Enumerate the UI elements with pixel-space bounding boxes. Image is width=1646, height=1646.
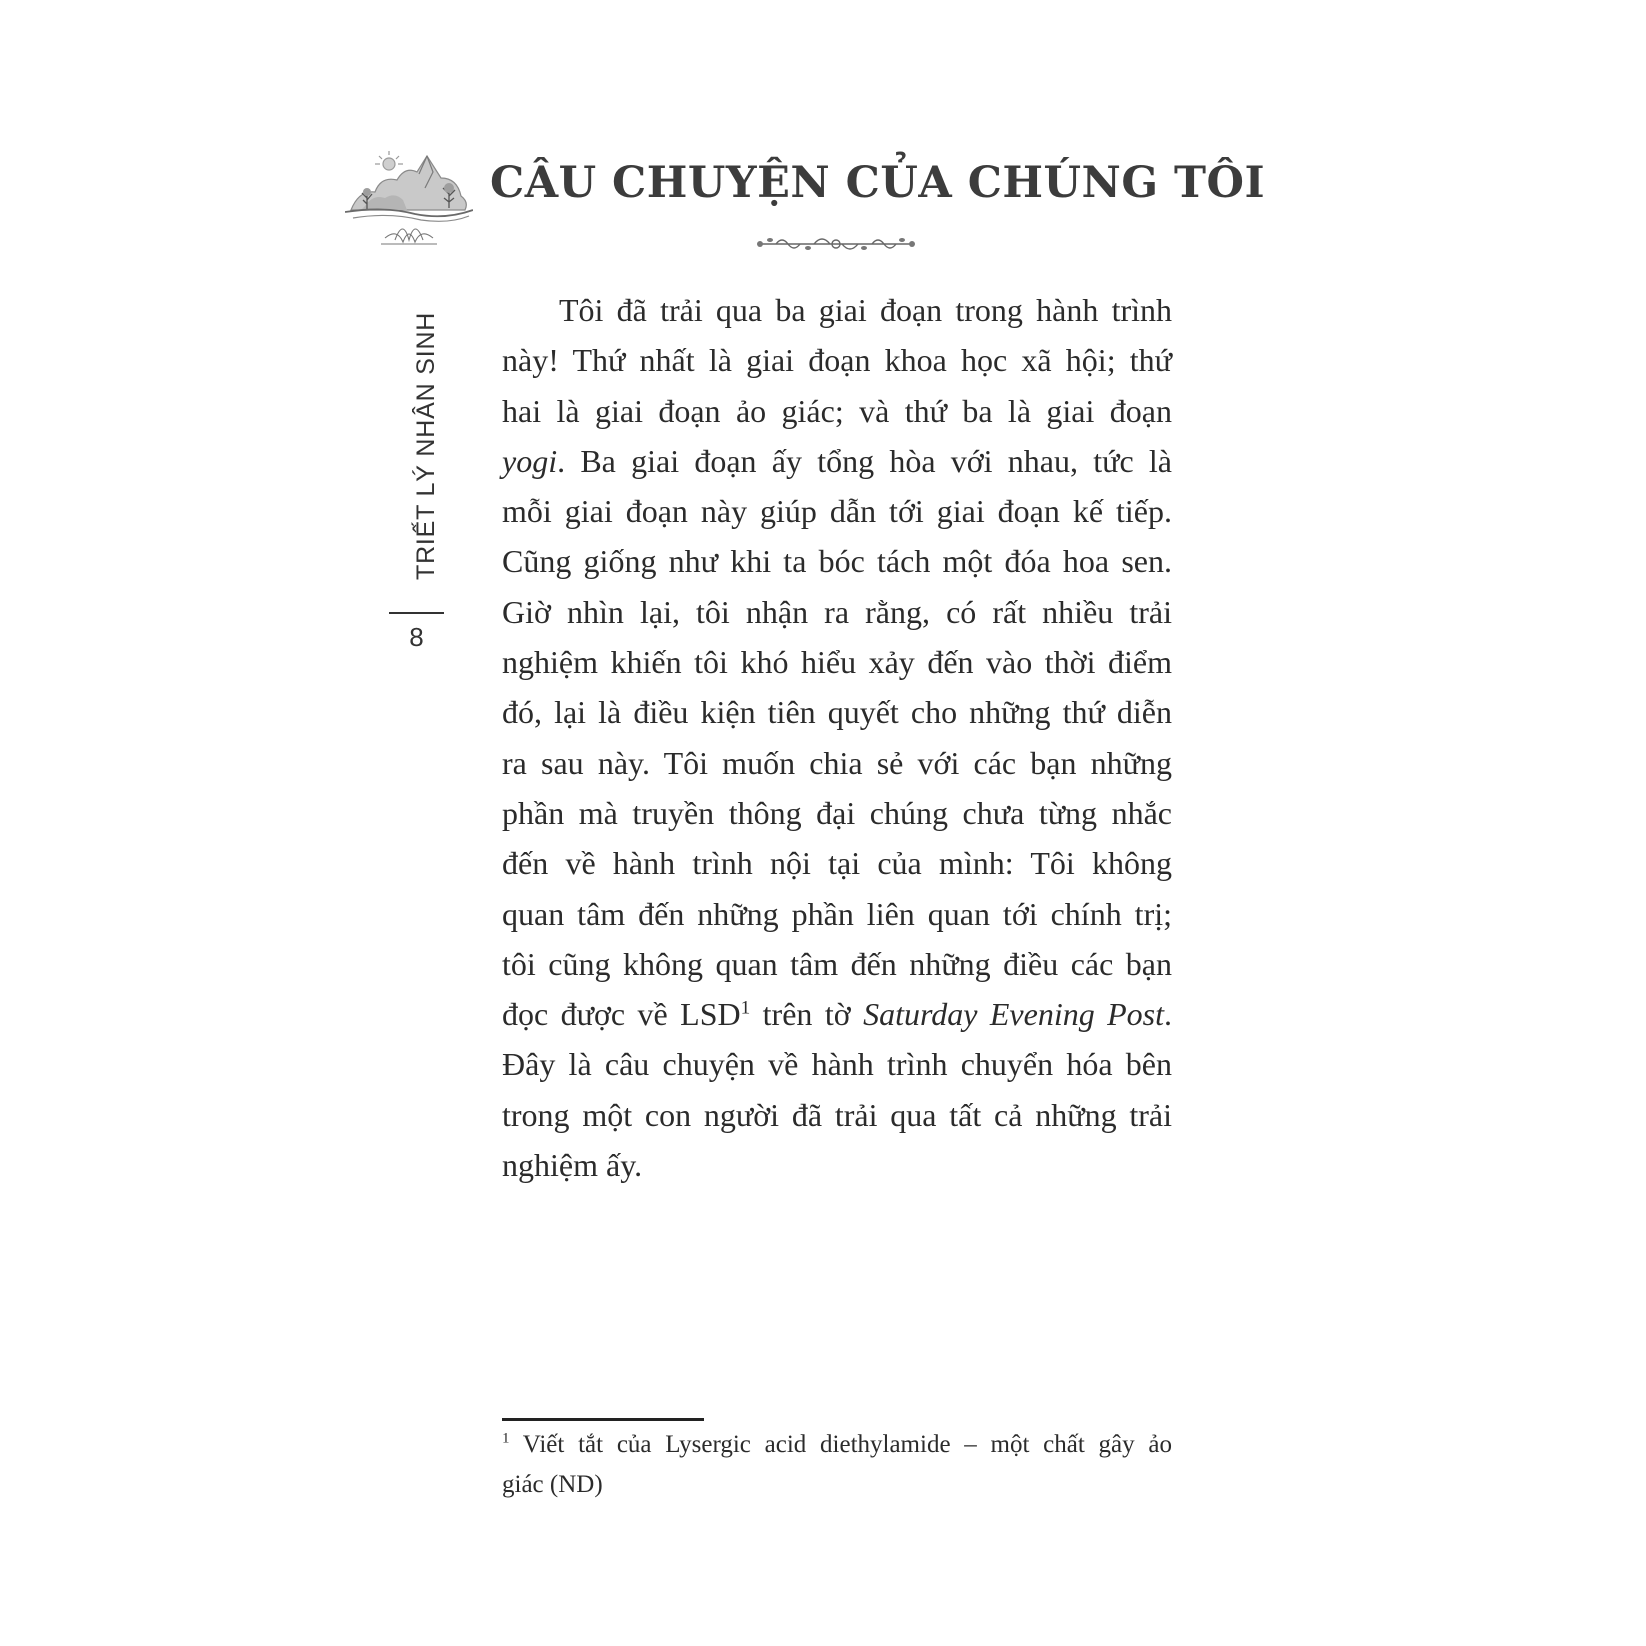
body-line: Tôi đã trải qua ba giai đoạn trong hành trình	[559, 292, 1172, 328]
page-number: 8	[409, 622, 424, 652]
body-line: tôi cũng không quan tâm đến những điều các bạn	[502, 945, 1172, 982]
body-line	[502, 436, 1172, 486]
body-line: mỗi giai đoạn này giúp dẫn tới giai đoạn kế tiếp.	[502, 493, 1172, 530]
body-line: Đây là câu chuyện về hành trình chuyển hóa bên	[502, 1046, 1172, 1083]
body-line-text: . Ba giai đoạn ấy tổng hòa với nhau, tức là	[557, 442, 1172, 479]
footnote-marker: 1	[502, 1430, 510, 1447]
footnote-text: Viết tắt của Lysergic acid diethylamide – một chất gây ảo	[509, 1431, 1172, 1458]
publication-title: Saturday Evening Post	[863, 996, 1165, 1033]
footnote-line: giác (ND)	[502, 1471, 603, 1498]
body-line-text: .	[1164, 996, 1173, 1033]
body-line: Cũng giống như khi ta bóc tách một đóa hoa sen.	[502, 543, 1172, 580]
footnote-line	[502, 1425, 1172, 1465]
body-line-text: trên tờ	[750, 996, 864, 1033]
chapter-title: CÂU CHUYỆN CỦA CHÚNG TÔI	[490, 158, 1266, 208]
body-line: đến về hành trình nội tại của mình: Tôi không	[502, 845, 1172, 882]
body-line: đó, lại là điều kiện tiên quyết cho những thứ diễn	[502, 694, 1172, 731]
body-line: nghiệm khiến tôi khó hiểu xảy đến vào thời điểm	[502, 644, 1172, 681]
floral-divider-icon	[756, 232, 916, 256]
body-paragraph	[502, 285, 1172, 1190]
footnote-separator	[502, 1418, 704, 1421]
folio-divider	[389, 612, 444, 614]
mountain-lotus-emblem-icon	[345, 148, 473, 248]
running-head-book-title: TRIẾT LÝ NHÂN SINH	[412, 311, 440, 580]
body-line: quan tâm đến những phần liên quan tới chính trị;	[502, 895, 1172, 932]
body-line	[502, 989, 1172, 1039]
body-line: nghiệm ấy.	[502, 1147, 643, 1184]
body-line-text: đọc được về LSD	[502, 996, 741, 1033]
body-line: Giờ nhìn lại, tôi nhận ra rằng, có rất nhiều trải	[502, 593, 1172, 630]
italic-term: yogi	[502, 442, 558, 479]
body-line: hai là giai đoạn ảo giác; và thứ ba là giai đoạn	[502, 392, 1172, 429]
body-line: phần mà truyền thông đại chúng chưa từng nhắc	[502, 794, 1172, 831]
footnote-reference: 1	[740, 997, 751, 1019]
body-line: này! Thứ nhất là giai đoạn khoa học xã hội; thứ	[502, 342, 1172, 379]
footnote	[502, 1425, 1172, 1505]
body-line: ra sau này. Tôi muốn chia sẻ với các bạn những	[502, 744, 1172, 781]
body-line: trong một con người đã trải qua tất cả những trải	[502, 1096, 1172, 1133]
